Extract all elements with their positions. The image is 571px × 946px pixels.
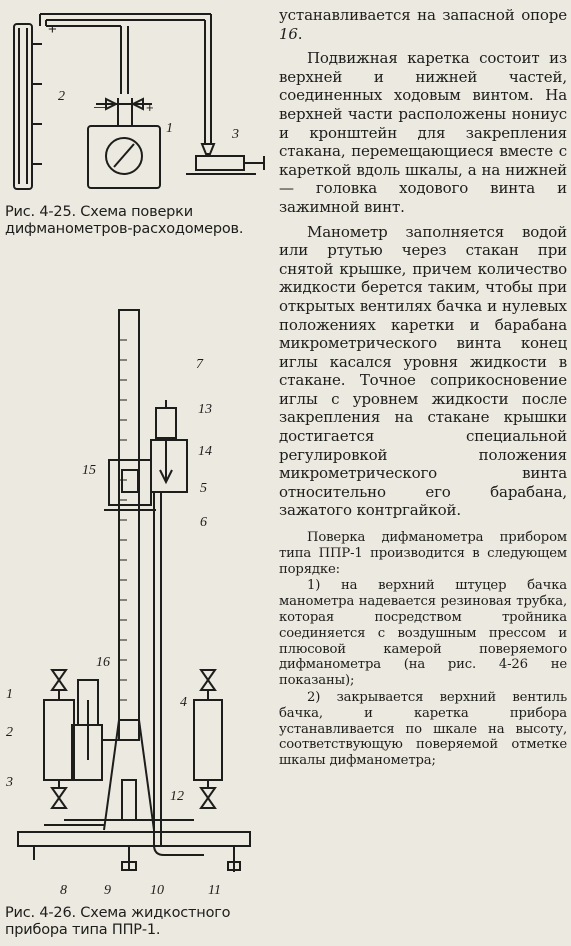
paragraph-continuation [279,6,567,43]
fig26-label-9: 9 [104,883,111,896]
fig26-label-7: 7 [196,357,203,372]
fig26-label-13: 13 [198,402,212,417]
fig26-label-2: 2 [6,725,13,740]
fig26-label-5: 5 [200,481,207,496]
figure-4-25-caption: Рис. 4-25. Схема поверки дифманометров-расходомеров. [5,204,244,237]
fig25-label-1: 1 [166,121,173,136]
support-number: 16 [279,24,298,43]
fig26-label-8: 8 [60,883,67,896]
fig26-label-16: 16 [96,655,110,670]
procedure-step-2: 2) закрывается верхний вентиль бачка, и каретка прибора устанавливается по шкале на высоту, соответствующую поверяемой отметке шкалы дифманометра; [279,690,567,769]
paragraph-procedure-intro: Поверка дифманометра прибором типа ППР-1 производится в следующем порядке: [279,530,567,577]
fig25-label-2: 2 [58,89,65,104]
fig26-label-3: 3 [6,775,13,790]
fig25-label-minus: — [94,99,107,114]
body-text-column [279,6,567,769]
ppr1-device-scheme [4,300,274,896]
fig26-label-4: 4 [180,695,187,710]
procedure-step-1: 1) на верхний штуцер бачка манометра надевается резиновая трубка, которая посредством тройника соединяется с воздушным прессом и плюсовой камерой поверяемого дифманометра (на рис. 4-26 не показаны); [279,578,567,689]
fig26-label-14: 14 [198,444,212,459]
fig26-label-10: 10 [150,883,164,896]
fig26-label-1: 1 [6,687,13,702]
paragraph-continuation-text: устанавливается на запасной опоре [279,6,567,24]
figure-4-26 [4,300,274,896]
figure-4-25 [6,4,276,200]
fig26-label-6: 6 [200,515,207,530]
fig25-label-plus: + [48,21,57,38]
paragraph-filling: Манометр заполняется водой или ртутью через стакан при снятой крышке, причем количество жидкости берется таким, чтобы при открытых вентилях бачка и нулевых положениях каретки и барабана микрометрического винта конец иглы касался уровня жидкости в стакане. Точное соприкосновение иглы с уровнем жидкости после закрепления на стакане крышки достигается специальной регулировкой положения микрометрического винта относительно его барабана, зажатого контргайкой. [279,222,567,520]
figure-4-26-caption: Рис. 4-26. Схема жидкостного прибора типа ППР-1. [5,905,231,938]
paragraph-continuation-end: . [297,24,303,43]
differential-manometer-scheme [6,4,276,200]
fig26-label-12: 12 [170,789,184,804]
fig25-label-3: 3 [232,127,239,142]
fig26-label-11: 11 [208,883,221,896]
paragraph-carriage: Подвижная каретка состоит из верхней и нижней частей, соединенных ходовым винтом. На верхней части расположены нониус и кронштейн для закрепления стакана, перемещающиеся вместе с кареткой вдоль шкалы, а на нижней — головка ходового винта и зажимной винт. [279,49,567,216]
fig26-label-15: 15 [82,463,96,478]
fig25-label-plus-2: + [146,100,154,115]
